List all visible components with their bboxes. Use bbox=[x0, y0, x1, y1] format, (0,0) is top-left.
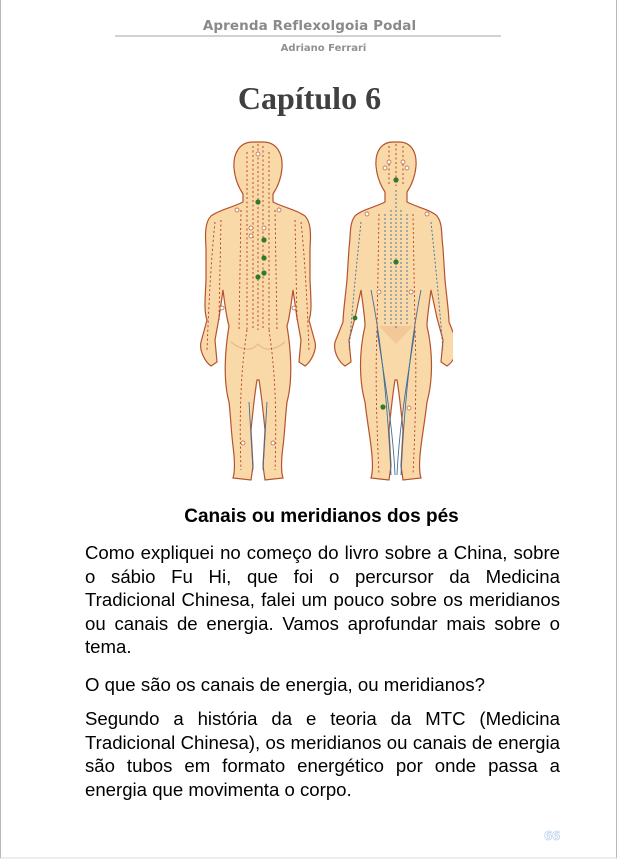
body-paragraph-1: Como expliquei no começo do livro sobre a China, sobre o sábio Fu Hi, que foi o percursor da Medicina Tradicional Chinesa, falei um pouco sobre os meridianos ou canais de energia. Vamos aprofundar mais sobre o tema. bbox=[85, 542, 560, 658]
running-head-book-title: Aprenda Reflexolgoia Podal bbox=[202, 18, 417, 34]
body-paragraph-3: Segundo a história da e teoria da MTC (Medicina Tradicional Chinesa), os meridianos ou canais de energia são tubos em formato energético por onde passa a energia que movimenta o corpo. bbox=[85, 708, 560, 800]
body-paragraph-question: O que são os canais de energia, ou meridianos? bbox=[85, 674, 486, 695]
header-divider bbox=[115, 35, 501, 37]
running-head-author: Adriano Ferrari bbox=[280, 43, 367, 54]
body-front-view bbox=[335, 142, 453, 480]
chapter-title: Capítulo 6 bbox=[237, 80, 382, 116]
meridian-chart-figure bbox=[191, 130, 453, 488]
body-back-view bbox=[201, 142, 316, 480]
section-heading: Canais ou meridianos dos pés bbox=[184, 506, 459, 527]
page-number: 66 bbox=[544, 829, 560, 843]
